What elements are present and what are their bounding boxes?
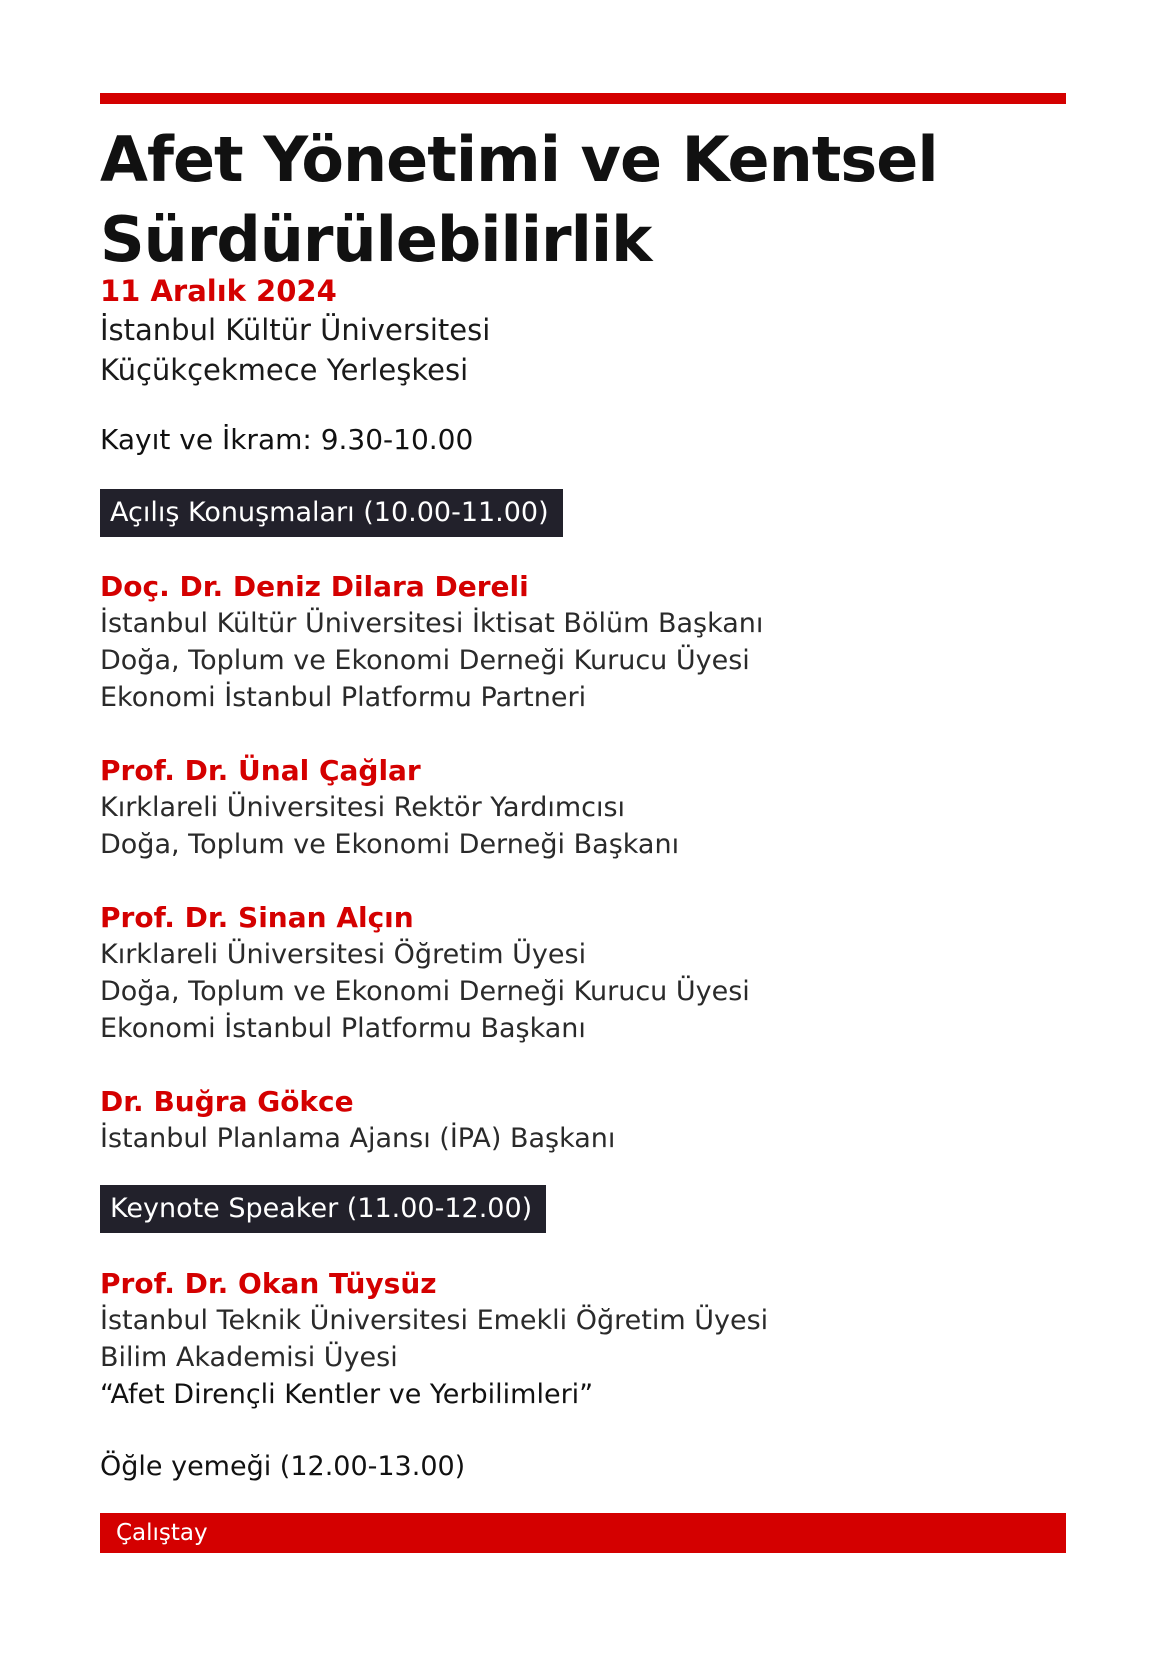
speaker-name: Doç. Dr. Deniz Dilara Dereli <box>100 570 529 603</box>
speaker-role: Ekonomi İstanbul Platformu Partneri <box>100 682 587 713</box>
speaker-role: Doğa, Toplum ve Ekonomi Derneği Kurucu Üyesi <box>100 976 750 1007</box>
speaker-role: Doğa, Toplum ve Ekonomi Derneği Kurucu Üyesi <box>100 645 750 676</box>
speaker-role: İstanbul Kültür Üniversitesi İktisat Bölüm Başkanı <box>100 608 764 639</box>
speaker-name: Dr. Buğra Gökce <box>100 1085 354 1118</box>
venue-line-2: Küçükçekmece Yerleşkesi <box>100 353 469 387</box>
speaker-block <box>100 752 1000 863</box>
top-red-rule <box>100 93 1066 104</box>
registration-time: Kayıt ve İkram: 9.30-10.00 <box>100 423 474 456</box>
speaker-role: Doğa, Toplum ve Ekonomi Derneği Başkanı <box>100 829 680 860</box>
event-title-line-2: Sürdürülebilirlik <box>100 203 652 276</box>
event-title-line-1: Afet Yönetimi ve Kentsel <box>100 123 938 196</box>
keynote-speaker-role: Bilim Akademisi Üyesi <box>100 1342 398 1373</box>
event-title <box>100 120 1066 280</box>
section-keynote-speaker: Keynote Speaker (11.00-12.00) <box>100 1185 546 1233</box>
speaker-role: İstanbul Planlama Ajansı (İPA) Başkanı <box>100 1123 616 1154</box>
event-venue <box>100 310 490 390</box>
speaker-block <box>100 568 1000 716</box>
speaker-name: Prof. Dr. Ünal Çağlar <box>100 754 421 787</box>
keynote-speaker-name: Prof. Dr. Okan Tüysüz <box>100 1267 437 1300</box>
section-opening-speeches: Açılış Konuşmaları (10.00-11.00) <box>100 489 563 537</box>
keynote-speaker-role: İstanbul Teknik Üniversitesi Emekli Öğretim Üyesi <box>100 1305 769 1336</box>
speaker-block <box>100 1083 1000 1157</box>
workshop-label: Çalıştay <box>116 1520 208 1546</box>
speaker-name: Prof. Dr. Sinan Alçın <box>100 901 414 934</box>
keynote-speaker-block <box>100 1265 1000 1413</box>
event-date: 11 Aralık 2024 <box>100 274 337 308</box>
speaker-block <box>100 899 1000 1047</box>
keynote-talk-title: “Afet Dirençli Kentler ve Yerbilimleri” <box>100 1379 594 1410</box>
speaker-role: Kırklareli Üniversitesi Öğretim Üyesi <box>100 939 587 970</box>
speaker-role: Ekonomi İstanbul Platformu Başkanı <box>100 1013 586 1044</box>
workshop-bar <box>100 1513 1066 1553</box>
speaker-role: Kırklareli Üniversitesi Rektör Yardımcısı <box>100 792 626 823</box>
lunch-break: Öğle yemeği (12.00-13.00) <box>100 1451 466 1482</box>
venue-line-1: İstanbul Kültür Üniversitesi <box>100 313 491 347</box>
